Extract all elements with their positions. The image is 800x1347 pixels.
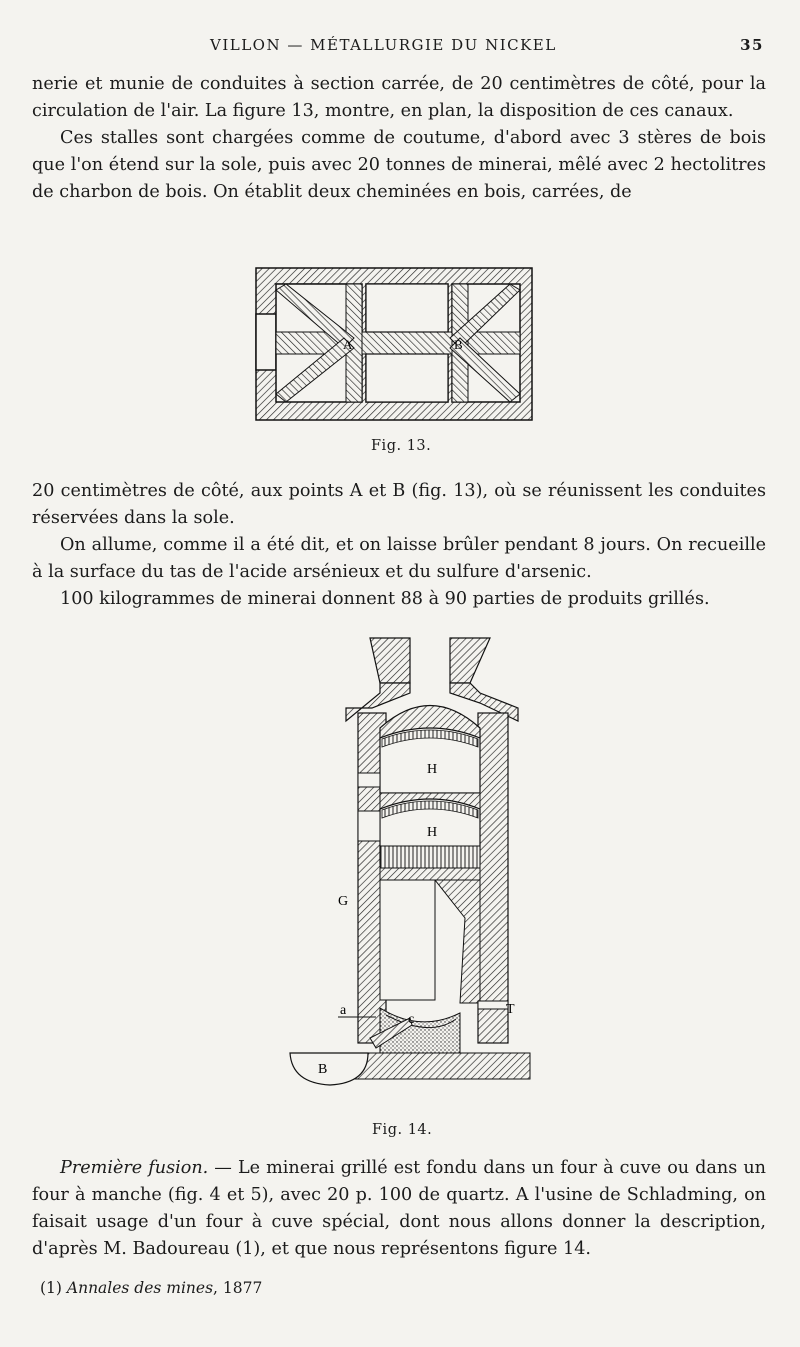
paragraph-3: 20 centimètres de côté, aux points A et B (fig. 13), où se réunissent les conduites réservées dans la sole. [32,481,766,528]
text-block-top [32,71,766,206]
section-heading-premiere-fusion: Première fusion. [60,1158,209,1178]
figure-14-label-h2: H [427,825,438,840]
figure-13-plan-diagram [250,266,540,426]
text-block-middle [32,478,766,613]
paragraph-2: Ces stalles sont chargées comme de coutume, d'abord avec 3 stères de bois que l'on étend sur la sole, puis avec 20 tonnes de minerai, mêlé avec 2 hectolitres de charbon de bois. On établit deux cheminées en bois, carrées, de [32,128,766,202]
figure-14-label-g: G [338,894,349,909]
paragraph-6-body: — Le minerai grillé est fondu dans un four à cuve ou dans un four à manche (fig. 4 et 5), avec 20 p. 100 de quartz. A l'usine de Schladming, on faisait usage d'un four à cuve spécial, dont nous allons donner la description, d'après M. Badoureau (1), et que nous représentons figure 14. [32,1158,766,1259]
figure-14-label-a: a [340,1003,347,1018]
page-header [30,36,770,58]
figure-14-label-h1: H [427,762,438,777]
paragraph-5: 100 kilogrammes de minerai donnent 88 à 90 parties de produits grillés. [60,589,710,609]
paragraph-1: nerie et munie de conduites à section carrée, de 20 centimètres de côté, pour la circulation de l'air. La figure 13, montre, en plan, la disposition de ces canaux. [32,74,766,121]
paragraph-4: On allume, comme il a été dit, et on laisse brûler pendant 8 jours. On recueille à la surface du tas de l'acide arsénieux et du sulfure d'arsenic. [32,535,766,582]
figure-14-furnace-diagram [280,633,540,1088]
figure-14-label-b: B [318,1062,328,1077]
page-number: 35 [740,36,764,54]
figure-14-label-c: c [408,1012,415,1027]
figure-13-label-a: A [343,337,353,352]
figure-14-label-t: T [506,1002,515,1017]
footnote-source: Annales des mines [66,1279,214,1297]
figure-14-caption: Fig. 14. [372,1122,433,1138]
text-block-bottom [32,1155,766,1263]
footnote-year: , 1877 [213,1279,263,1297]
paragraph-6 [32,1155,766,1263]
footnote-marker: (1) [40,1279,67,1297]
footnote [40,1279,760,1297]
figure-13-caption: Fig. 13. [371,438,432,454]
figure-13-label-b: B [454,337,463,352]
running-title: VILLON — MÉTALLURGIE DU NICKEL [210,36,557,54]
